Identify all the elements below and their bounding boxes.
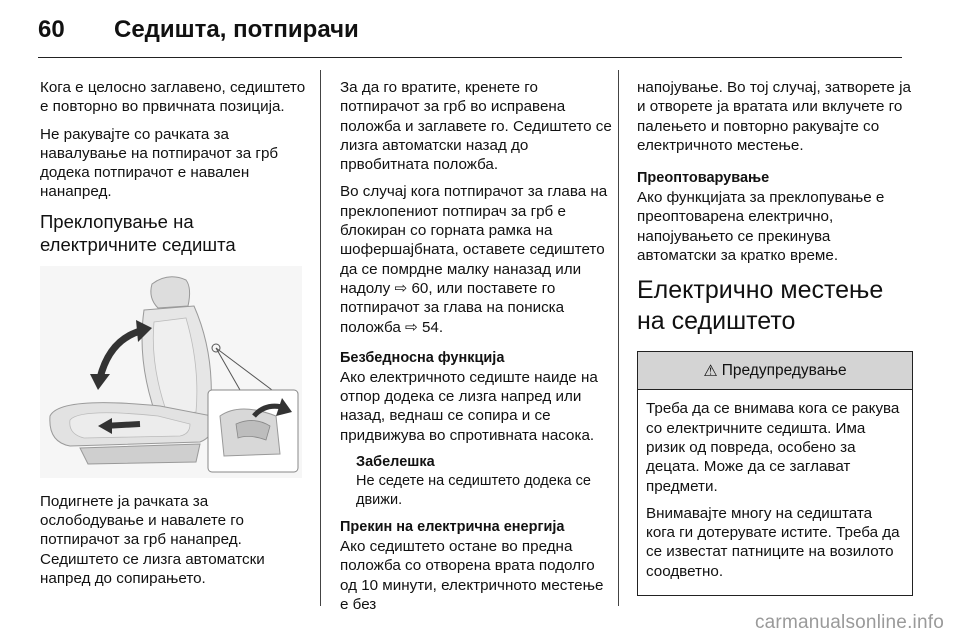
headrest-text-b: , или поставете го потпирачот за глава на пониска положба xyxy=(340,279,565,336)
column-3 xyxy=(637,78,913,596)
warning-triangle-icon: ⚠ xyxy=(703,362,718,380)
page-reference-54[interactable]: 54 xyxy=(421,318,439,336)
page-title: Седишта, потпирачи xyxy=(114,16,359,43)
paragraph-return: За да го вратите, кренете го потпирачот за грб во исправена положба и заглавете го. Седиштето се лизга автоматски назад до првобитната положба. xyxy=(340,79,612,174)
warning-box xyxy=(637,351,913,596)
watermark: carmanualsonline.info xyxy=(754,612,944,633)
subheading-safety: Безбедносна функција xyxy=(340,349,505,366)
page-number: 60 xyxy=(38,16,65,43)
note-text: Не седете на седиштето додека се движи. xyxy=(356,473,591,509)
column-1 xyxy=(40,78,312,596)
seat-folding-illustration xyxy=(40,266,302,478)
subheading-overload: Преоптоварување xyxy=(637,170,770,187)
arrow-reference-icon: ⇨ xyxy=(405,318,418,336)
warning-paragraph-1: Треба да се внимава кога се ракува со електричните седишта. Има ризик од повреда, особено за децата. Може да се заглават предмети. xyxy=(646,400,900,495)
arrow-reference-icon: ⇨ xyxy=(394,279,408,297)
header-divider xyxy=(38,57,902,58)
paragraph-power-continued: напојување. Во тој случај, затворете ја и отворете ја вратата или вклучете го палењето и повторно ракувајте со електричното местење. xyxy=(637,79,911,154)
warning-title: Предупредување xyxy=(721,361,847,379)
headrest-text-c: . xyxy=(438,318,444,336)
subheading-power-cut: Прекин на електрична енергија xyxy=(340,519,565,536)
paragraph-caution: Не ракувајте со рачката за навалување на потпирачот за грб додека потпирачот е навален нанапред. xyxy=(40,125,279,201)
paragraph-power-cut: Ако седиштето остане во предна положба со отворена врата подолго од 10 минути, електричното местење е без xyxy=(340,538,604,613)
note-block xyxy=(340,453,612,510)
section-heading-power-adjust: Електрично местење на седиштето xyxy=(637,276,884,336)
section-heading-folding: Преклопување на електричните седишта xyxy=(40,210,236,255)
warning-paragraph-2: Внимавајте многу на седиштата кога ги дотерувате истите. Треба да се известат патниците на возилото соодветно. xyxy=(646,504,900,580)
page-reference-60[interactable]: 60 xyxy=(411,279,429,297)
warning-body xyxy=(638,390,912,595)
column-divider-2 xyxy=(618,70,619,606)
paragraph-safety: Ако електричното седиште наиде на отпор додека се лизга напред или назад, веднаш се сопира и се придвижува во спротивната насока. xyxy=(340,368,598,444)
column-divider-1 xyxy=(320,70,321,606)
seat-folding-figure xyxy=(40,266,302,478)
paragraph-headrest-blocked xyxy=(340,182,612,336)
page-header xyxy=(38,16,922,56)
note-title: Забелешка xyxy=(356,454,435,471)
headrest-text-a: Во случај кога потпирачот за глава на преклопениот потпирач за грб е блокиран со горната рамка на шофершајбната, оставете седиштето да се помрдне малку наназад или надолу xyxy=(340,183,608,297)
paragraph-overload: Ако функцијата за преклопување е преоптоварена електрично, напојувањето се прекинува автоматски за кратко време. xyxy=(637,189,885,265)
paragraph-latched: Кога е целосно заглавено, седиштето е повторно во првичната позиција. xyxy=(40,79,306,116)
column-2 xyxy=(340,78,612,622)
paragraph-fold-instructions: Подигнете ја рачката за ослободување и навалете го потпирачот за грб нанапред. Седиштето се лизга автоматски напред до сопирањето. xyxy=(40,492,265,587)
warning-header xyxy=(638,352,912,390)
